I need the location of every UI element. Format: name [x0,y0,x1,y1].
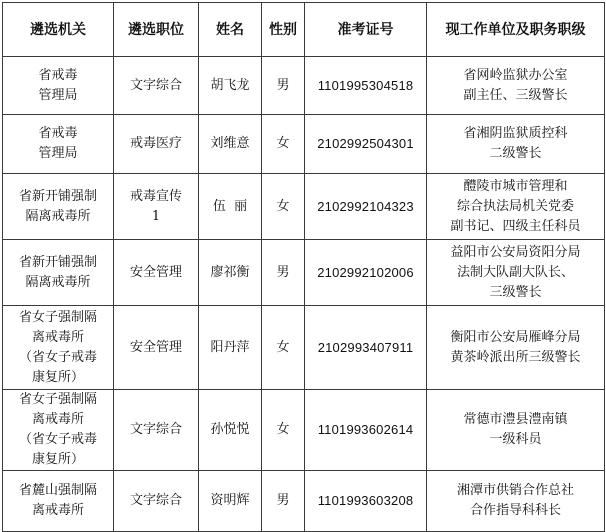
gender-cell: 男 [262,471,305,532]
agency-cell: 省女子强制隔 离戒毒所 （省女子戒毒 康复所） [3,390,114,471]
position-cell: 文字综合 [114,471,199,532]
header-exam-id: 准考证号 [305,3,427,57]
position-cell: 安全管理 [114,240,199,306]
position-cell: 文字综合 [114,57,199,115]
header-agency: 遴选机关 [3,3,114,57]
current-post-cell: 常德市澧县澧南镇 一级科员 [427,390,605,471]
current-post-cell: 省湘阴监狱质控科 二级警长 [427,115,605,174]
agency-cell: 省新开铺强制 隔离戒毒所 [3,174,114,240]
table-row [3,471,605,532]
header-gender: 性别 [262,3,305,57]
table-row [3,390,605,471]
gender-cell: 男 [262,240,305,306]
gender-cell: 女 [262,306,305,390]
position-cell: 戒毒宣传 1 [114,174,199,240]
exam-id-cell: 2102992102006 [305,240,427,306]
name-cell: 廖祁衡 [199,240,262,306]
gender-cell: 男 [262,57,305,115]
exam-id-cell: 1101995304518 [305,57,427,115]
name-cell: 刘维意 [199,115,262,174]
position-cell: 戒毒医疗 [114,115,199,174]
selection-results-table [2,2,605,532]
position-cell: 安全管理 [114,306,199,390]
header-position: 遴选职位 [114,3,199,57]
gender-cell: 女 [262,115,305,174]
table-row [3,306,605,390]
exam-id-cell: 2102992104323 [305,174,427,240]
header-current-post: 现工作单位及职务职级 [427,3,605,57]
name-cell: 伍 丽 [199,174,262,240]
current-post-cell: 醴陵市城市管理和 综合执法局机关党委 副书记、四级主任科员 [427,174,605,240]
current-post-cell: 衡阳市公安局雁峰分局 黄茶岭派出所三级警长 [427,306,605,390]
exam-id-cell: 1101993603208 [305,471,427,532]
table-header-row [3,3,605,57]
gender-cell: 女 [262,390,305,471]
name-cell: 阳丹萍 [199,306,262,390]
name-cell: 胡飞龙 [199,57,262,115]
agency-cell: 省戒毒 管理局 [3,57,114,115]
current-post-cell: 益阳市公安局资阳分局 法制大队副大队长、 三级警长 [427,240,605,306]
agency-cell: 省新开铺强制 隔离戒毒所 [3,240,114,306]
agency-cell: 省戒毒 管理局 [3,115,114,174]
name-cell: 资明辉 [199,471,262,532]
exam-id-cell: 2102993407911 [305,306,427,390]
agency-cell: 省女子强制隔 离戒毒所 （省女子戒毒 康复所） [3,306,114,390]
table-row [3,57,605,115]
gender-cell: 女 [262,174,305,240]
current-post-cell: 湘潭市供销合作总社 合作指导科科长 [427,471,605,532]
agency-cell: 省麓山强制隔 离戒毒所 [3,471,114,532]
table-row [3,115,605,174]
exam-id-cell: 2102992504301 [305,115,427,174]
position-cell: 文字综合 [114,390,199,471]
name-cell: 孙悦悦 [199,390,262,471]
current-post-cell: 省网岭监狱办公室 副主任、三级警长 [427,57,605,115]
table-row [3,240,605,306]
header-name: 姓名 [199,3,262,57]
table-row [3,174,605,240]
exam-id-cell: 1101993602614 [305,390,427,471]
